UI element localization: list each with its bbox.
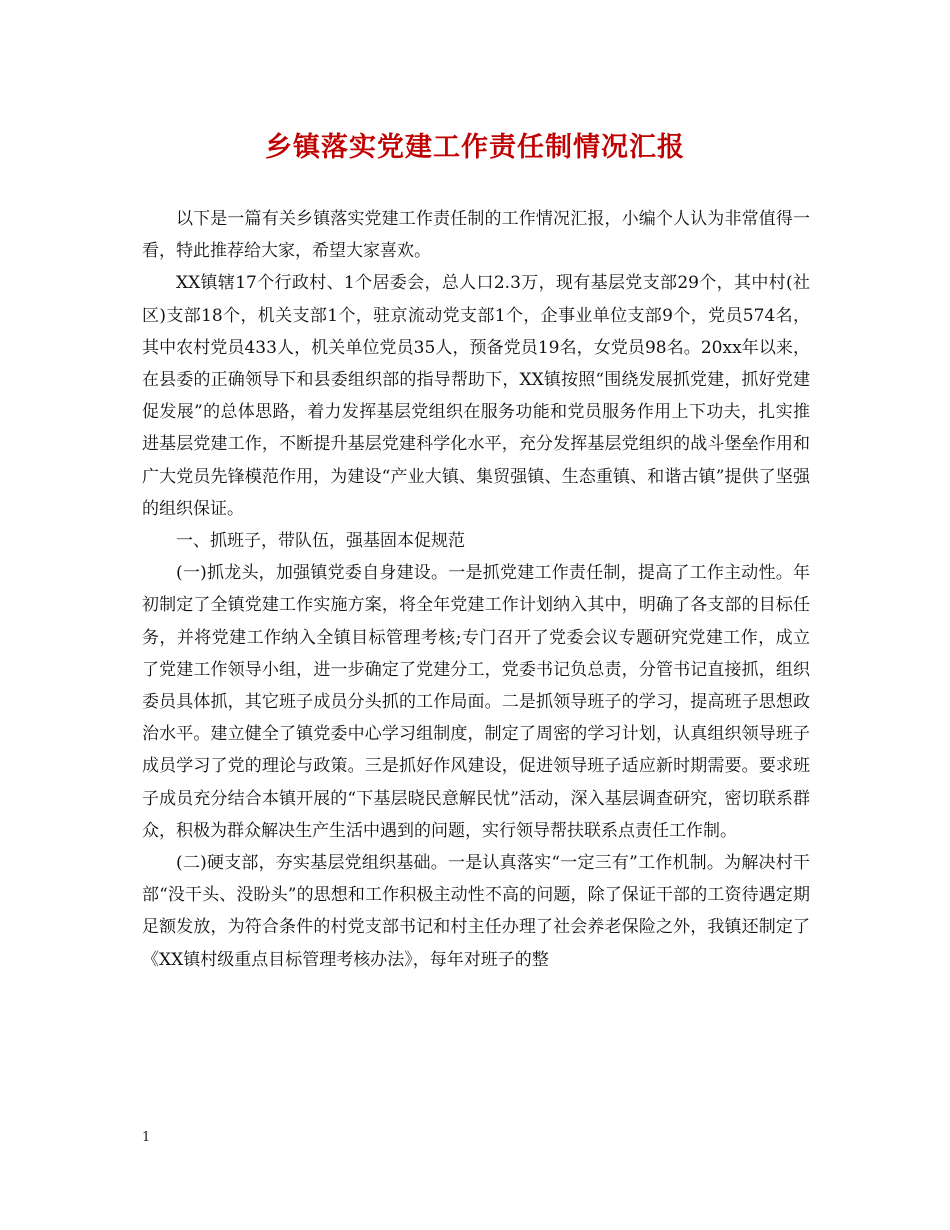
paragraph-overview: XX镇辖17个行政村、1个居委会，总人口2.3万，现有基层党支部29个，其中村(社区)支部18个，机关支部1个，驻京流动党支部1个，企事业单位支部9个，党员574名，其中农村党员433人，机关单位党员35人，预备党员19名，女党员98名。20xx年以来，在县委的正确领导下和县委组织部的指导帮助下，XX镇按照“围绕发展抓党建，抓好党建促发展”的总体思路，着力发挥基层党组织在服务功能和党员服务作用上下功夫，扎实推进基层党建工作，不断提升基层党建科学化水平，充分发挥基层党组织的战斗堡垒作用和广大党员先锋模范作用，为建设“产业大镇、集贸强镇、生态重镇、和谐古镇”提供了坚强的组织保证。 xyxy=(142,273,810,519)
paragraph-subsection-2: (二)硬支部，夯实基层党组织基础。一是认真落实“一定三有”工作机制。为解决村干部“没干头、没盼头”的思想和工作积极主动性不高的问题，除了保证干部的工资待遇定期足额发放，为符合条件的村党支部书记和村主任办理了社会养老保险之外，我镇还制定了《XX镇村级重点目标管理考核办法》，每年对班子的整 xyxy=(142,853,810,970)
section-heading-1: 一、抓班子，带队伍，强基固本促规范 xyxy=(176,531,465,552)
paragraph-intro: 以下是一篇有关乡镇落实党建工作责任制的工作情况汇报，小编个人认为非常值得一看，特此推荐给大家，希望大家喜欢。 xyxy=(142,209,810,262)
paragraph-subsection-1: (一)抓龙头，加强镇党委自身建设。一是抓党建工作责任制，提高了工作主动性。年初制定了全镇党建工作实施方案，将全年党建工作计划纳入其中，明确了各支部的目标任务，并将党建工作纳入全镇目标管理考核;专门召开了党委会议专题研究党建工作，成立了党建工作领导小组，进一步确定了党建分工，党委书记负总责，分管书记直接抓，组织委员具体抓，其它班子成员分头抓的工作局面。二是抓领导班子的学习，提高班子思想政治水平。建立健全了镇党委中心学习组制度，制定了周密的学习计划，认真组织领导班子成员学习了党的理论与政策。三是抓好作风建设，促进领导班子适应新时期需要。要求班子成员充分结合本镇开展的“下基层晓民意解民忧”活动，深入基层调查研究，密切联系群众，积极为群众解决生产生活中遇到的问题，实行领导帮扶联系点责任工作制。 xyxy=(142,563,810,841)
document-body xyxy=(142,203,810,976)
page-number: 1 xyxy=(142,1130,151,1145)
document-title: 乡镇落实党建工作责任制情况汇报 xyxy=(265,132,685,163)
